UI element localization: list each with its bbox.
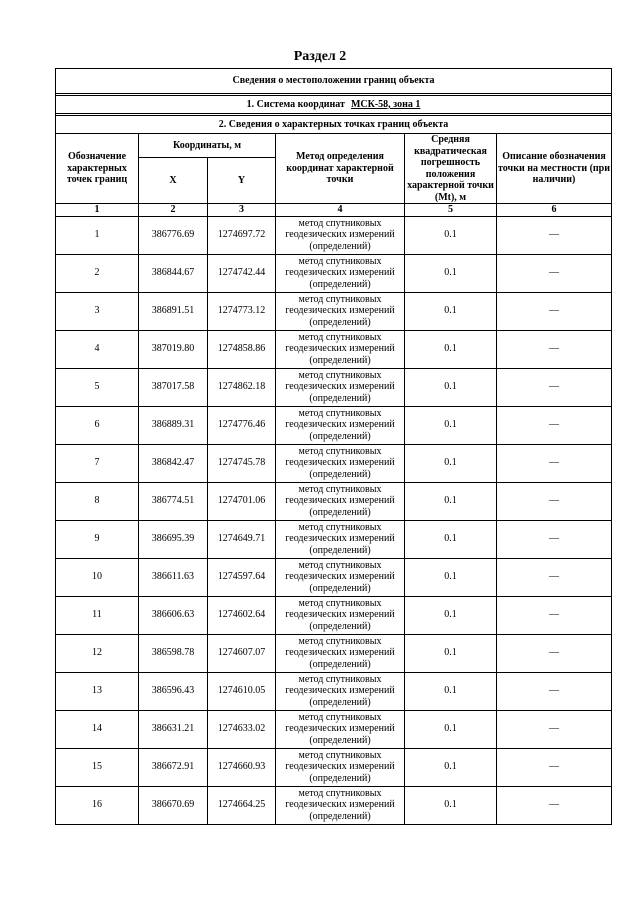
description-cell: — [497, 368, 612, 406]
accuracy-cell: 0.1 [405, 216, 497, 254]
main-title: Сведения о местоположении границ объекта [56, 69, 612, 94]
description-cell: — [497, 216, 612, 254]
table-row [56, 634, 612, 672]
description-cell: — [497, 786, 612, 824]
table-row [56, 406, 612, 444]
boundary-points-table [55, 68, 612, 825]
method-cell: метод спутниковых геодезических измерений (определений) [276, 596, 405, 634]
coordinate-y-cell: 1274858.86 [208, 330, 276, 368]
point-number-cell: 2 [56, 254, 139, 292]
description-cell: — [497, 596, 612, 634]
method-cell: метод спутниковых геодезических измерений (определений) [276, 520, 405, 558]
table-row [56, 254, 612, 292]
accuracy-cell: 0.1 [405, 330, 497, 368]
coordinate-y-cell: 1274649.71 [208, 520, 276, 558]
method-cell: метод спутниковых геодезических измерений (определений) [276, 406, 405, 444]
method-cell: метод спутниковых геодезических измерений (определений) [276, 634, 405, 672]
section-title: Раздел 2 [293, 49, 347, 64]
coordinate-x-cell: 386670.69 [139, 786, 208, 824]
coordinate-y-cell: 1274607.07 [208, 634, 276, 672]
coordinate-x-cell: 386596.43 [139, 672, 208, 710]
point-number-cell: 1 [56, 216, 139, 254]
coordinate-x-cell: 386844.67 [139, 254, 208, 292]
column-number: 5 [405, 204, 497, 217]
header-x: X [139, 157, 208, 203]
coordinate-y-cell: 1274664.25 [208, 786, 276, 824]
point-number-cell: 10 [56, 558, 139, 596]
method-cell: метод спутниковых геодезических измерений (определений) [276, 672, 405, 710]
description-cell: — [497, 254, 612, 292]
header-point: Обозначение характерных точек границ [56, 134, 139, 204]
column-number: 3 [208, 204, 276, 217]
accuracy-cell: 0.1 [405, 444, 497, 482]
coordinate-y-cell: 1274602.64 [208, 596, 276, 634]
accuracy-cell: 0.1 [405, 786, 497, 824]
accuracy-cell: 0.1 [405, 710, 497, 748]
accuracy-cell: 0.1 [405, 292, 497, 330]
coordinate-x-cell: 386776.69 [139, 216, 208, 254]
description-cell: — [497, 558, 612, 596]
points-heading: 2. Сведения о характерных точках границ объекта [56, 116, 612, 134]
coordinate-y-cell: 1274773.12 [208, 292, 276, 330]
table-row [56, 558, 612, 596]
point-number-cell: 14 [56, 710, 139, 748]
table-row [56, 292, 612, 330]
table-row [56, 786, 612, 824]
method-cell: метод спутниковых геодезических измерений (определений) [276, 216, 405, 254]
coordinate-x-cell: 387019.80 [139, 330, 208, 368]
description-cell: — [497, 292, 612, 330]
table-row [56, 596, 612, 634]
point-number-cell: 8 [56, 482, 139, 520]
table-row [56, 710, 612, 748]
accuracy-cell: 0.1 [405, 634, 497, 672]
point-number-cell: 16 [56, 786, 139, 824]
point-number-cell: 12 [56, 634, 139, 672]
coordinate-x-cell: 386611.63 [139, 558, 208, 596]
coordinate-y-cell: 1274660.93 [208, 748, 276, 786]
point-number-cell: 4 [56, 330, 139, 368]
coordinate-system-value: МСК-58, зона 1 [350, 98, 421, 110]
description-cell: — [497, 482, 612, 520]
point-number-cell: 3 [56, 292, 139, 330]
accuracy-cell: 0.1 [405, 672, 497, 710]
point-number-cell: 13 [56, 672, 139, 710]
point-number-cell: 6 [56, 406, 139, 444]
point-number-cell: 15 [56, 748, 139, 786]
coordinate-x-cell: 387017.58 [139, 368, 208, 406]
column-number: 2 [139, 204, 208, 217]
table-row [56, 520, 612, 558]
point-number-cell: 9 [56, 520, 139, 558]
header-y: Y [208, 157, 276, 203]
coordinate-y-cell: 1274597.64 [208, 558, 276, 596]
accuracy-cell: 0.1 [405, 254, 497, 292]
description-cell: — [497, 520, 612, 558]
table-row [56, 748, 612, 786]
column-number: 4 [276, 204, 405, 217]
method-cell: метод спутниковых геодезических измерений (определений) [276, 786, 405, 824]
coordinate-x-cell: 386672.91 [139, 748, 208, 786]
description-cell: — [497, 444, 612, 482]
method-cell: метод спутниковых геодезических измерений (определений) [276, 710, 405, 748]
coordinate-x-cell: 386889.31 [139, 406, 208, 444]
method-cell: метод спутниковых геодезических измерений (определений) [276, 254, 405, 292]
table-row [56, 444, 612, 482]
accuracy-cell: 0.1 [405, 748, 497, 786]
description-cell: — [497, 406, 612, 444]
coordinate-y-cell: 1274633.02 [208, 710, 276, 748]
method-cell: метод спутниковых геодезических измерений (определений) [276, 558, 405, 596]
header-coordinates: Координаты, м [139, 134, 276, 158]
description-cell: — [497, 748, 612, 786]
method-cell: метод спутниковых геодезических измерений (определений) [276, 444, 405, 482]
coordinate-y-cell: 1274742.44 [208, 254, 276, 292]
description-cell: — [497, 672, 612, 710]
accuracy-cell: 0.1 [405, 482, 497, 520]
description-cell: — [497, 710, 612, 748]
coordinate-x-cell: 386606.63 [139, 596, 208, 634]
coordinate-x-cell: 386891.51 [139, 292, 208, 330]
table-row [56, 482, 612, 520]
coordinate-system-label: 1. Система координат [246, 98, 345, 110]
coordinate-y-cell: 1274701.06 [208, 482, 276, 520]
coordinate-x-cell: 386598.78 [139, 634, 208, 672]
method-cell: метод спутниковых геодезических измерений (определений) [276, 748, 405, 786]
table-row [56, 672, 612, 710]
coordinate-x-cell: 386842.47 [139, 444, 208, 482]
coordinate-y-cell: 1274745.78 [208, 444, 276, 482]
column-number: 1 [56, 204, 139, 217]
table-row [56, 330, 612, 368]
accuracy-cell: 0.1 [405, 520, 497, 558]
point-number-cell: 5 [56, 368, 139, 406]
header-accuracy: Средняя квадратическая погрешность положения характерной точки (Mt), м [405, 134, 497, 204]
accuracy-cell: 0.1 [405, 596, 497, 634]
point-number-cell: 7 [56, 444, 139, 482]
method-cell: метод спутниковых геодезических измерений (определений) [276, 482, 405, 520]
accuracy-cell: 0.1 [405, 406, 497, 444]
coordinate-x-cell: 386695.39 [139, 520, 208, 558]
accuracy-cell: 0.1 [405, 558, 497, 596]
coordinate-x-cell: 386631.21 [139, 710, 208, 748]
coordinate-y-cell: 1274610.05 [208, 672, 276, 710]
coordinate-system-row [56, 96, 612, 114]
coordinate-x-cell: 386774.51 [139, 482, 208, 520]
table-row [56, 216, 612, 254]
header-method: Метод определения координат характерной точки [276, 134, 405, 204]
method-cell: метод спутниковых геодезических измерений (определений) [276, 292, 405, 330]
table-row [56, 368, 612, 406]
accuracy-cell: 0.1 [405, 368, 497, 406]
coordinate-y-cell: 1274862.18 [208, 368, 276, 406]
header-description: Описание обозначения точки на местности (при наличии) [497, 134, 612, 204]
point-number-cell: 11 [56, 596, 139, 634]
method-cell: метод спутниковых геодезических измерений (определений) [276, 368, 405, 406]
description-cell: — [497, 330, 612, 368]
coordinate-y-cell: 1274697.72 [208, 216, 276, 254]
coordinate-y-cell: 1274776.46 [208, 406, 276, 444]
method-cell: метод спутниковых геодезических измерений (определений) [276, 330, 405, 368]
column-number: 6 [497, 204, 612, 217]
description-cell: — [497, 634, 612, 672]
